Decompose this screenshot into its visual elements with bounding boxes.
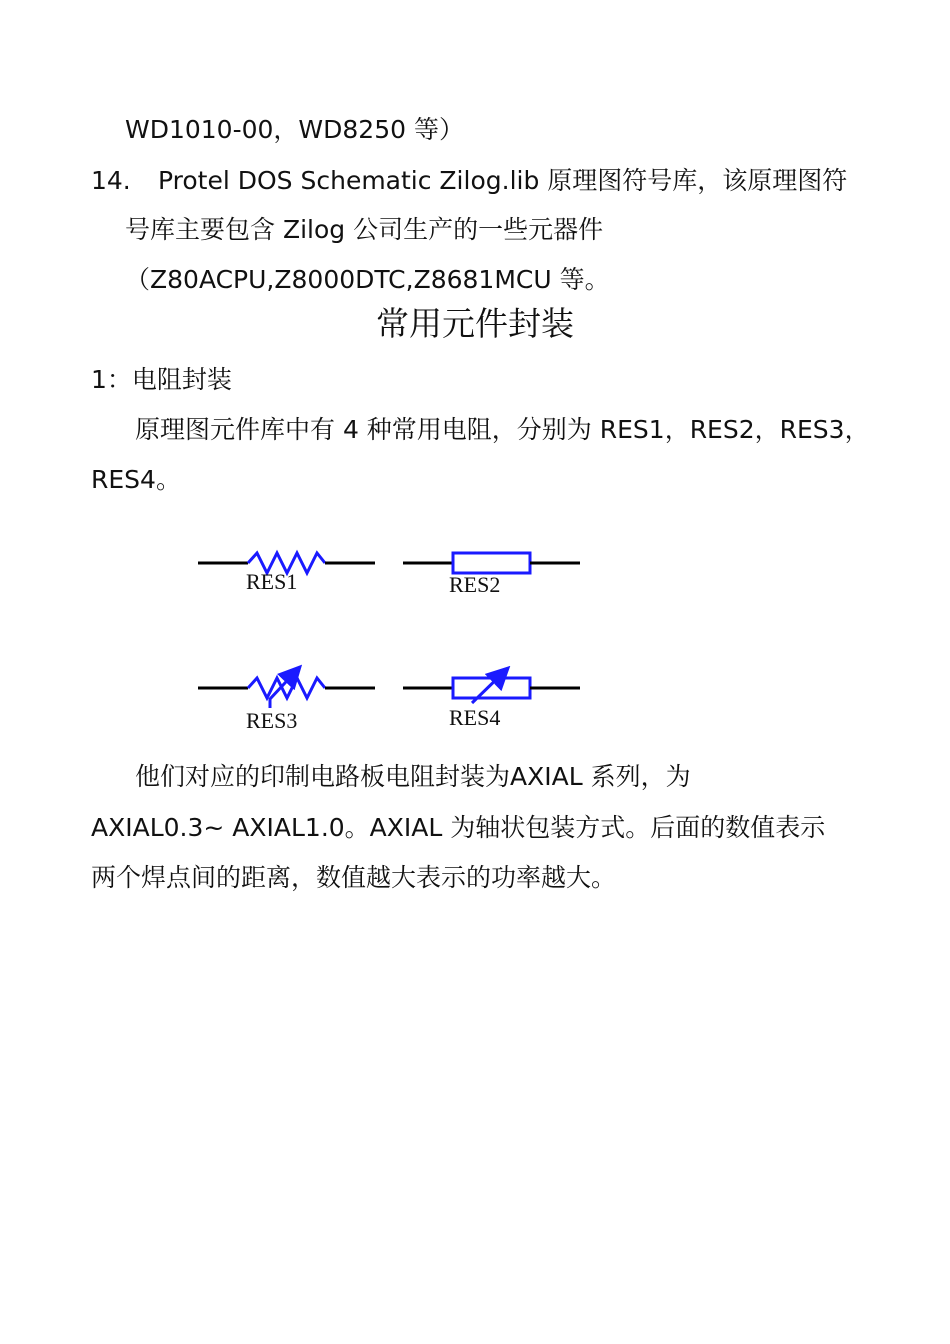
res2-symbol xyxy=(403,553,580,597)
paragraph-line: 原理图元件库中有 4 种常用电阻，分别为 RES1，RES2，RES3， xyxy=(135,415,870,444)
paragraph-line: AXIAL0.3~ AXIAL1.0。AXIAL 为轴状包装方式。后面的数值表示 xyxy=(91,813,826,842)
res4-label: RES4 xyxy=(449,705,501,730)
res2-label: RES2 xyxy=(449,572,501,597)
res2-body xyxy=(453,553,530,573)
res4-body xyxy=(453,678,530,698)
paragraph-line: 他们对应的印制电路板电阻封装为AXIAL 系列，为 xyxy=(135,762,691,791)
resistor-symbols-diagram xyxy=(190,540,590,740)
list-number: 14. xyxy=(91,166,131,195)
text-line: WD1010-00，WD8250 等） xyxy=(125,115,464,144)
res3-symbol xyxy=(198,669,375,733)
paragraph-line: 两个焊点间的距离，数值越大表示的功率越大。 xyxy=(91,863,617,892)
text-line: （Z80ACPU,Z8000DTC,Z8681MCU 等。 xyxy=(125,265,610,294)
section-title: 常用元件封装 xyxy=(376,304,574,343)
res1-symbol xyxy=(198,553,375,594)
res4-symbol xyxy=(403,670,580,730)
list-item-text: Protel DOS Schematic Zilog.lib 原理图符号库，该原理图符 xyxy=(158,166,848,195)
text-line: 号库主要包含 Zilog 公司生产的一些元器件 xyxy=(125,215,604,244)
res1-label: RES1 xyxy=(246,569,298,594)
subsection-heading: 1：电阻封装 xyxy=(91,365,232,394)
res3-label: RES3 xyxy=(246,708,298,733)
res3-variable-arrow xyxy=(270,669,298,708)
list-item-14 xyxy=(91,165,847,197)
paragraph-line: RES4。 xyxy=(91,465,181,494)
